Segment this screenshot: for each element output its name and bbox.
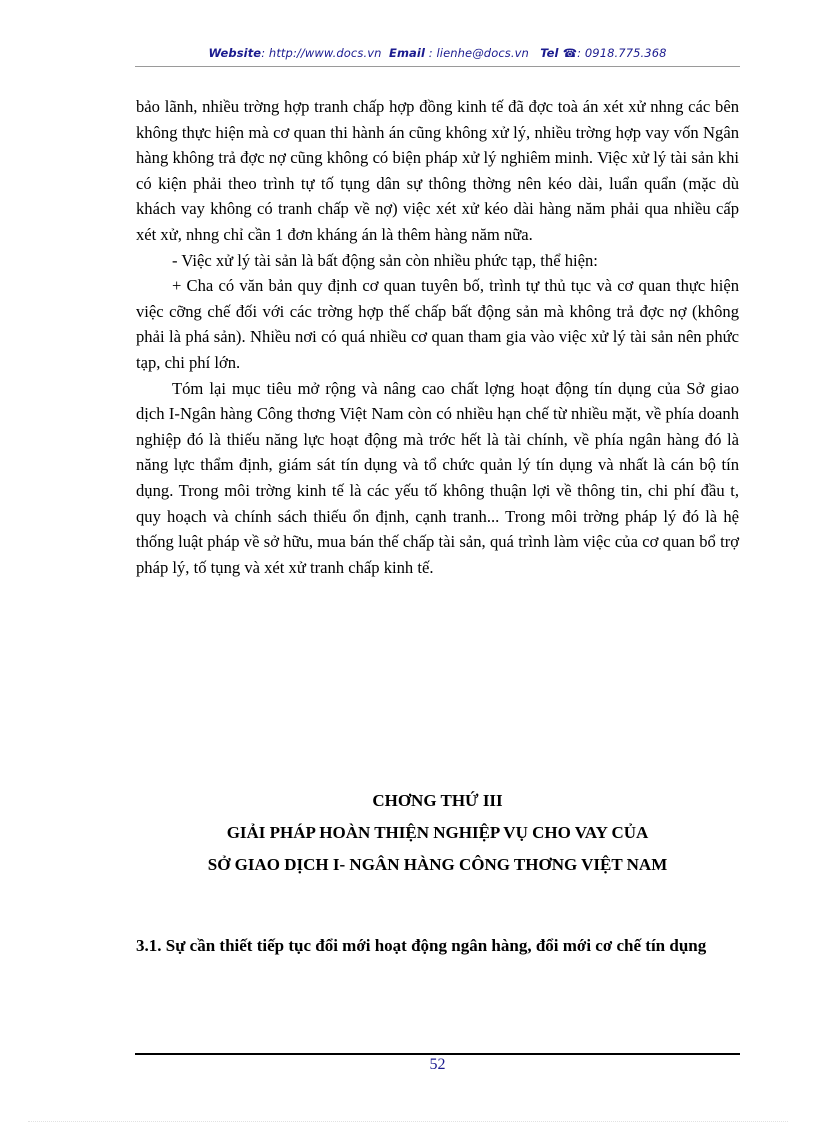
email-link[interactable]: : lienhe@docs.vn bbox=[425, 46, 529, 60]
section-heading: 3.1. Sự cần thiết tiếp tục đổi mới hoạt động ngân hàng, đổi mới cơ chế tín dụng bbox=[136, 936, 707, 955]
page-number: 52 bbox=[429, 1056, 446, 1073]
page-header bbox=[135, 46, 740, 60]
body-text bbox=[136, 94, 739, 580]
tel-label: Tel ☎ bbox=[540, 46, 578, 60]
chapter-heading bbox=[136, 785, 739, 881]
website-label: Website bbox=[208, 46, 262, 60]
chapter-title-line-1: GIẢI PHÁP HOÀN THIỆN NGHIỆP VỤ CHO VAY CỦA bbox=[226, 823, 649, 842]
chapter-title-line-2: SỞ GIAO DỊCH I- NGÂN HÀNG CÔNG THƠNG VIỆT NAM bbox=[207, 855, 668, 874]
page-edge-dotted-line bbox=[28, 1121, 788, 1122]
website-link[interactable]: : http://www.docs.vn bbox=[261, 46, 382, 60]
paragraph: + Cha có văn bản quy định cơ quan tuyên bố, trình tự thủ tục và cơ quan thực hiện việc cỡng chế đối với các trờng hợp thế chấp bất động sản mà không trả đợc nợ (không phải là phá sản). Nhiều nơi có quá nhiều cơ quan tham gia vào việc xử lý tài sản nên phức tạp, chi phí lớn. bbox=[136, 276, 739, 372]
paragraph: - Việc xử lý tài sản là bất động sản còn nhiều phức tạp, thể hiện: bbox=[172, 250, 598, 270]
paragraph: bảo lãnh, nhiều trờng hợp tranh chấp hợp đồng kinh tế đã đợc toà án xét xử nhng các bên không thực hiện mà cơ quan thi hành án cũng không xử lý, nhiều trờng hợp vay vốn Ngân hàng không trả đợc nợ cũng không có biện pháp xử lý nghiêm minh. Việc xử lý tài sản khi có kiện phải theo trình tự tố tụng dân sự thông thờng nên kéo dài, luẩn quẩn (mặc dù khách vay không có tranh chấp về nợ) việc xét xử kéo dài hàng năm phải qua nhiều cấp xét xử, nhng chỉ cần 1 đơn kháng án là thêm hàng năm nữa. bbox=[136, 97, 739, 244]
header-divider bbox=[135, 66, 740, 67]
chapter-number: CHƠNG THỨ III bbox=[372, 791, 503, 810]
tel-number: : 0918.775.368 bbox=[577, 46, 667, 60]
footer-divider bbox=[135, 1053, 740, 1055]
paragraph: Tóm lại mục tiêu mở rộng và nâng cao chất lợng hoạt động tín dụng của Sở giao dịch I-Ngân hàng Công thơng Việt Nam còn có nhiều hạn chế từ nhiều mặt, về phía doanh nghiệp đó là thiếu năng lực hoạt động mà trớc hết là tài chính, về phía ngân hàng đó là năng lực thẩm định, giám sát tín dụng và tổ chức quản lý tín dụng và nhất là cán bộ tín dụng. Trong môi trờng kinh tế là các yếu tố không thuận lợi về thông tin, chi phí đầu t, quy hoạch và chính sách thiếu ổn định, cạnh tranh... Trong môi trờng pháp lý đó là hệ thống luật pháp về sở hữu, mua bán thế chấp tài sản, quá trình làm việc của cơ quan bổ trợ pháp lý, tố tụng và xét xử tranh chấp kinh tế. bbox=[136, 378, 739, 577]
email-label: Email bbox=[389, 46, 425, 60]
